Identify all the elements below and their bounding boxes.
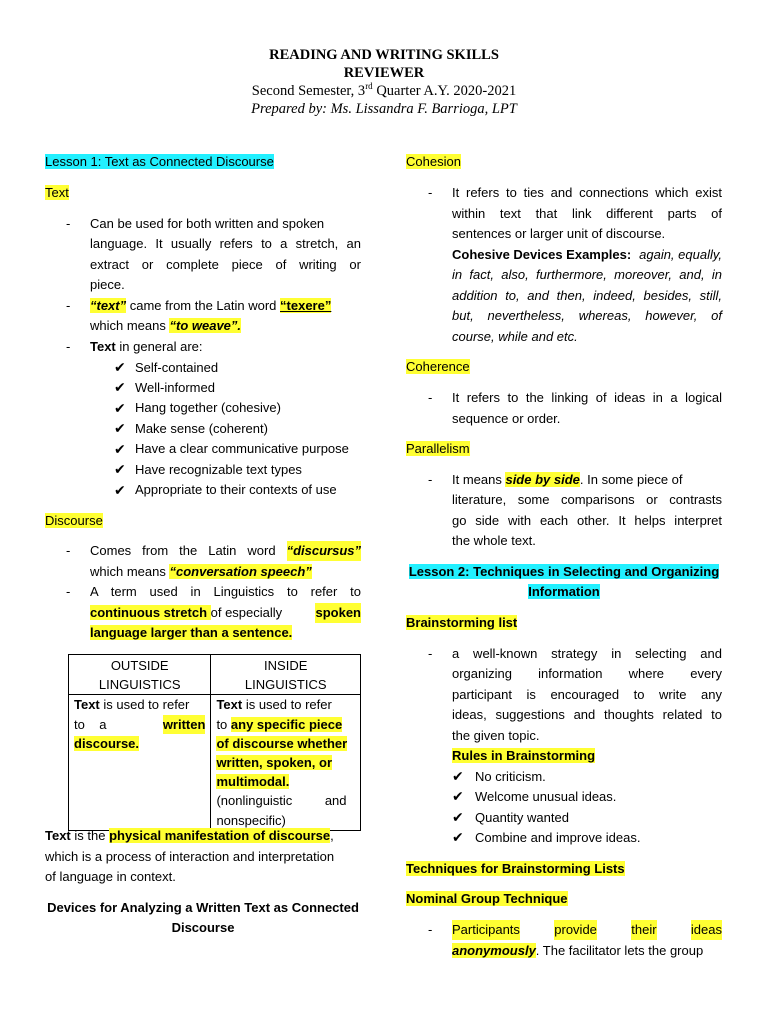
- check-icon: ✔: [452, 768, 464, 784]
- check-icon: ✔: [114, 420, 126, 436]
- techniques-heading: Techniques for Brainstorming Lists: [406, 861, 625, 876]
- text-heading: Text: [45, 185, 69, 200]
- brainstorming-list-heading: Brainstorming list: [406, 615, 518, 630]
- table-cell-inside: Text is used to refer to any specific piece of discourse whether written, spoken, or multimodal. (nonlinguistic and nonspecific): [211, 695, 361, 830]
- parallelism-heading: Parallelism: [406, 441, 470, 456]
- lesson2-heading: Lesson 2: Techniques in Selecting and Organizing Information: [408, 564, 720, 600]
- table-cell-outside: Text is used to refer to a written discourse.: [69, 695, 211, 830]
- cohesion-heading: Cohesion: [406, 154, 461, 169]
- table-header-inside: INSIDE LINGUISTICS: [211, 655, 361, 695]
- check-icon: ✔: [452, 809, 464, 825]
- discourse-heading: Discourse: [45, 513, 103, 528]
- nominal-group-heading: Nominal Group Technique: [406, 891, 568, 906]
- check-icon: ✔: [114, 400, 126, 416]
- check-icon: ✔: [452, 788, 464, 804]
- check-icon: ✔: [114, 461, 126, 477]
- rules-heading: Rules in Brainstorming: [452, 748, 596, 763]
- linguistics-table: [68, 654, 361, 831]
- doc-title: READING AND WRITING SKILLS: [269, 47, 499, 63]
- check-icon: ✔: [114, 441, 126, 457]
- check-icon: ✔: [452, 829, 464, 845]
- check-icon: ✔: [114, 359, 126, 375]
- devices-heading: Devices for Analyzing a Written Text as Connected Discourse: [47, 900, 359, 936]
- semester-line: Second Semester, 3rd Quarter A.Y. 2020-2021: [251, 81, 517, 99]
- table-header-outside: OUTSIDE LINGUISTICS: [69, 655, 211, 695]
- prepared-by: Prepared by: Ms. Lissandra F. Barrioga, LPT: [251, 101, 517, 117]
- check-icon: ✔: [114, 379, 126, 395]
- lesson1-heading: Lesson 1: Text as Connected Discourse: [45, 154, 274, 169]
- doc-subtitle: REVIEWER: [343, 65, 425, 81]
- coherence-heading: Coherence: [406, 359, 470, 374]
- check-icon: ✔: [114, 482, 126, 498]
